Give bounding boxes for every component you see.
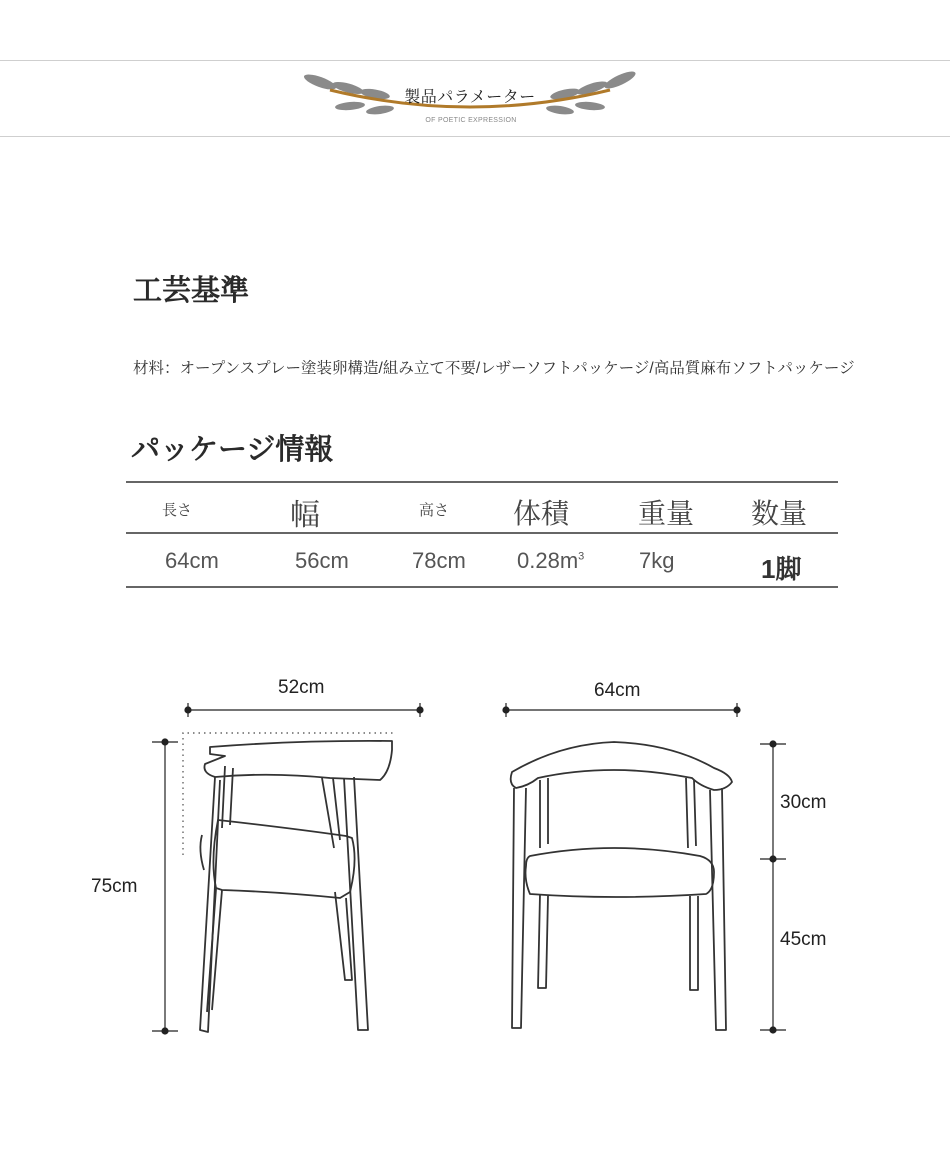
front-width-dimension (503, 703, 740, 717)
total-height-dimension (152, 739, 178, 1034)
value-width: 56cm (295, 548, 349, 573)
front-view-chair-icon (511, 742, 732, 1030)
package-info-title: パッケージ情報 (131, 434, 334, 466)
craft-standard-title: 工芸基準 (133, 275, 250, 307)
side-view-chair-icon (200, 741, 392, 1032)
material-description: 材料：オープンスプレー塗装卵構造/組み立て不要/レザーソフトパッケージ/高品質麻布ソフトパッケージ (133, 360, 855, 377)
banner-subtitle: OF POETIC EXPRESSION (425, 117, 517, 124)
header-length: 長さ (162, 502, 193, 519)
value-height: 78cm (412, 548, 466, 573)
value-volume (517, 548, 584, 574)
seat-height-label: 45cm (780, 929, 827, 950)
value-volume-exponent: 3 (578, 550, 585, 563)
header-volume: 体積 (513, 498, 570, 529)
chair-dimension-diagram (0, 660, 950, 1060)
table-bottom-line (126, 586, 838, 588)
banner-title: 製品パラメーター (404, 89, 536, 106)
bottom-divider (0, 136, 950, 137)
split-height-dimension (760, 741, 786, 1033)
top-divider (0, 60, 950, 61)
front-width-label: 64cm (594, 680, 641, 701)
header-weight: 重量 (638, 498, 695, 529)
header-height: 高さ (419, 502, 450, 519)
value-weight: 7kg (639, 548, 675, 573)
side-width-label: 52cm (278, 677, 325, 698)
header-width: 幅 (290, 499, 320, 532)
header-quantity: 数量 (751, 498, 808, 529)
table-middle-line (126, 532, 838, 534)
table-top-line (126, 481, 838, 483)
side-width-dimension (185, 703, 423, 717)
total-height-label: 75cm (91, 876, 138, 897)
value-volume-number: 0.28m (517, 548, 579, 573)
value-length: 64cm (165, 548, 219, 573)
back-height-label: 30cm (780, 792, 827, 813)
value-quantity: 1脚 (761, 554, 802, 584)
